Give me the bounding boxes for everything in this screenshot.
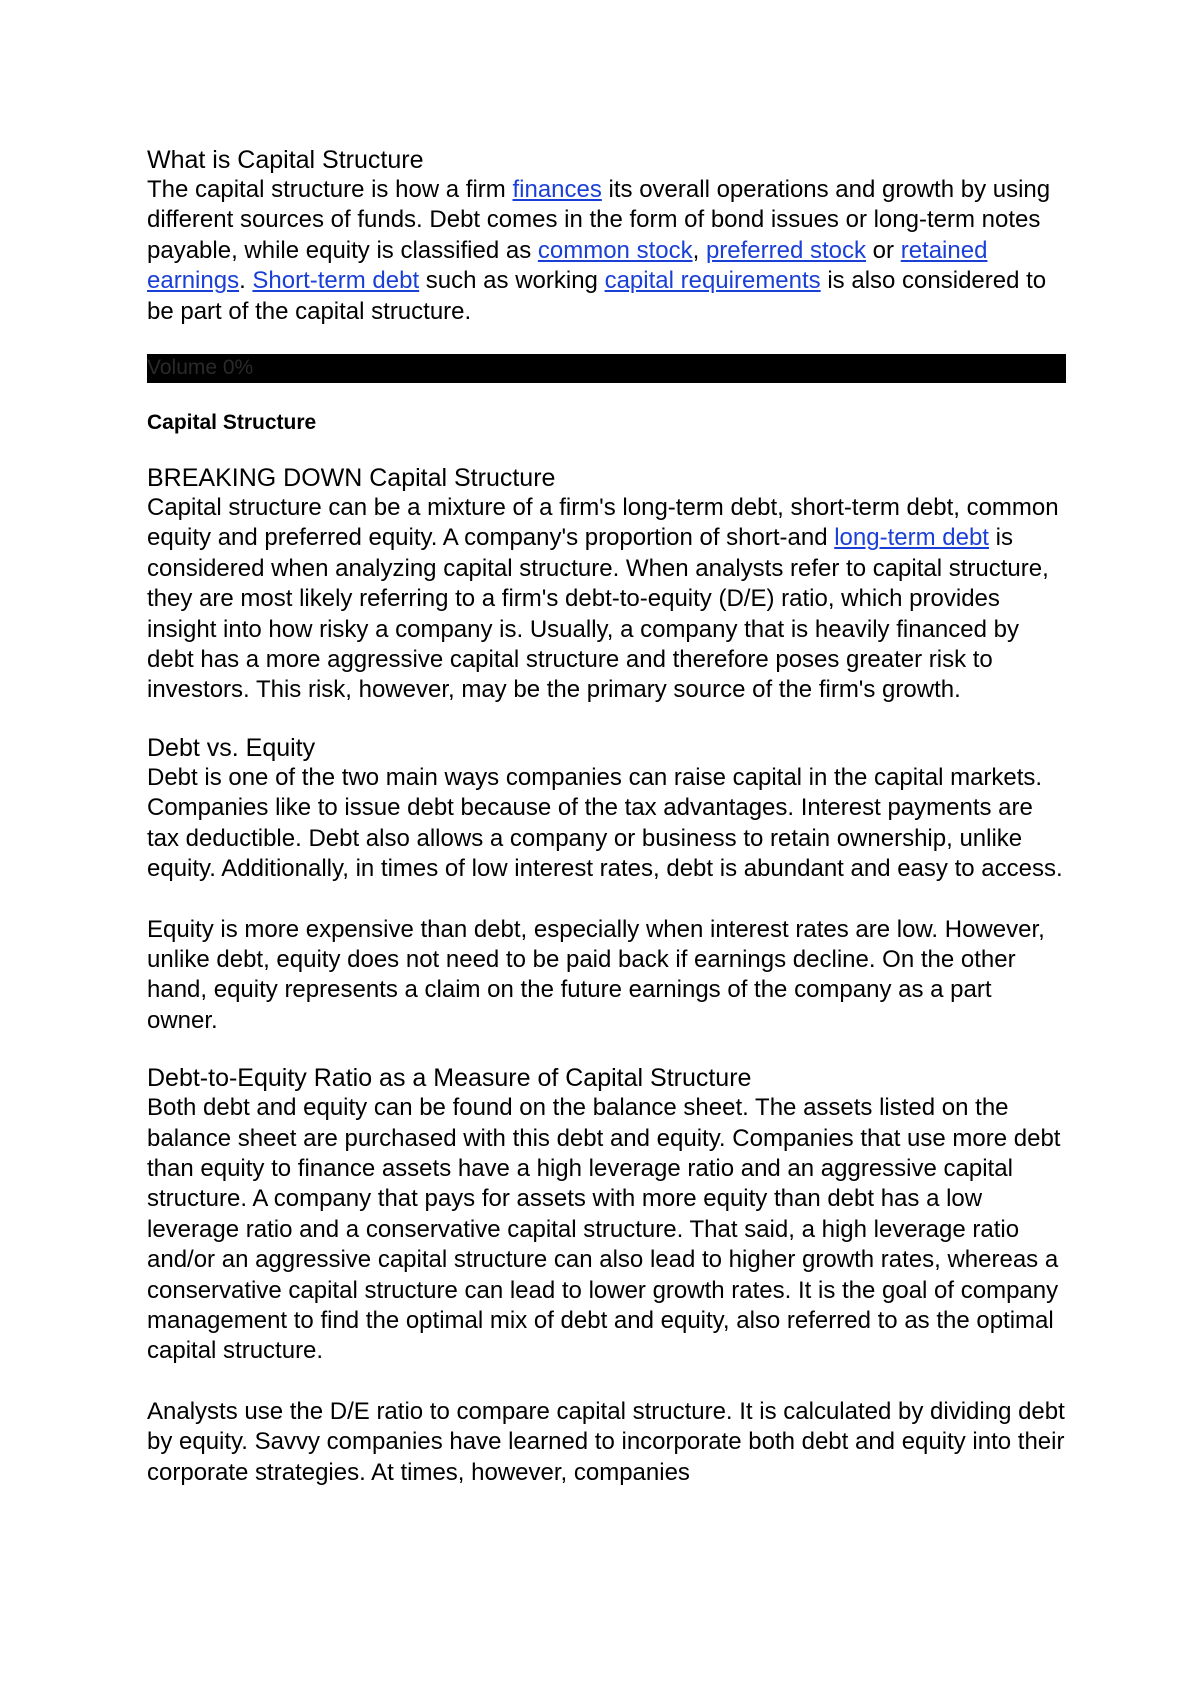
section-title-breaking-down: BREAKING DOWN Capital Structure (147, 464, 556, 493)
de-ratio-paragraph-2: Analysts use the D/E ratio to compare capital structure. It is calculated by dividing debt by equity. Savvy companies have learned to incorporate both debt and equity into their corporate strategies. At times, however, companies (147, 1397, 1065, 1486)
document-page (147, 145, 1067, 1488)
link-common-stock[interactable]: common stock (537, 236, 693, 264)
link-short-term-debt[interactable]: Short-term debt (252, 267, 420, 295)
intro-text: its overall operations and growth by using different sources of funds. Debt comes in the form of bond issues or long-term notes payable, while equity is classified as (147, 176, 1051, 264)
debt-vs-equity-paragraph-2: Equity is more expensive than debt, especially when interest rates are low. However, unlike debt, equity does not need to be paid back if earnings decline. On the other hand, equity represents a claim on the future earnings of the company as a part owner. (147, 915, 1045, 1034)
intro-text: . (239, 267, 253, 295)
de-ratio-paragraph-1: Both debt and equity can be found on the balance sheet. The assets listed on the balance sheet are purchased with this debt and equity. Companies that use more debt than equity to finance assets have a high leverage ratio and an aggressive capital structure. A company that pays for assets with more equity than debt has a low leverage ratio and a conservative capital structure. That said, a high leverage ratio and/or an aggressive capital structure can also lead to higher growth rates, whereas a conservative capital structure can lead to lower growth rates. It is the goal of company management to find the optimal mix of debt and equity, also referred to as the optimal capital structure. (147, 1094, 1061, 1365)
intro-text: or (866, 236, 901, 264)
intro-text: The capital structure is how a firm (147, 176, 513, 203)
breaking-down-text: Capital structure can be a mixture of a firm's long-term debt, short-term debt, common equity and preferred equity. A company's proportion of short-and (147, 494, 1059, 552)
link-preferred-stock[interactable]: preferred stock (705, 236, 867, 264)
breaking-down-text: is considered when analyzing capital structure. When analysts refer to capital structure, they are most likely referring to a firm's debt-to-equity (D/E) ratio, which provides insight into how risky a company is. Usually, a company that is heavily financed by debt has a more aggressive capital structure and therefore poses greater risk to investors. This risk, however, may be the primary source of the firm's growth. (147, 524, 1049, 704)
link-capital-requirements[interactable]: capital requirements (604, 267, 821, 295)
volume-label: Volume 0% (147, 356, 254, 380)
section-title-de-ratio: Debt-to-Equity Ratio as a Measure of Capital Structure (147, 1064, 752, 1093)
video-player-bar[interactable] (147, 354, 1066, 383)
link-finances[interactable]: finances (512, 176, 602, 203)
link-retained-earnings[interactable]: retained earnings (147, 236, 988, 295)
intro-text: , (692, 236, 706, 264)
section-title-what-is-capital-structure: What is Capital Structure (147, 146, 424, 174)
section-title-debt-vs-equity: Debt vs. Equity (147, 733, 316, 762)
breaking-down-paragraph (147, 493, 1067, 706)
debt-vs-equity-paragraph-1: Debt is one of the two main ways companies can raise capital in the capital markets. Companies like to issue debt because of the tax advantages. Interest payments are tax deductible. Debt also allows a company or business to retain ownership, unlike equity. Additionally, in times of low interest rates, debt is abundant and easy to access. (147, 763, 1063, 883)
video-caption: Capital Structure (147, 411, 317, 435)
intro-paragraph (147, 175, 1067, 327)
intro-text: is also considered to be part of the capital structure. (147, 267, 1047, 325)
link-long-term-debt[interactable]: long-term debt (834, 524, 989, 552)
intro-text: such as working (419, 267, 605, 295)
